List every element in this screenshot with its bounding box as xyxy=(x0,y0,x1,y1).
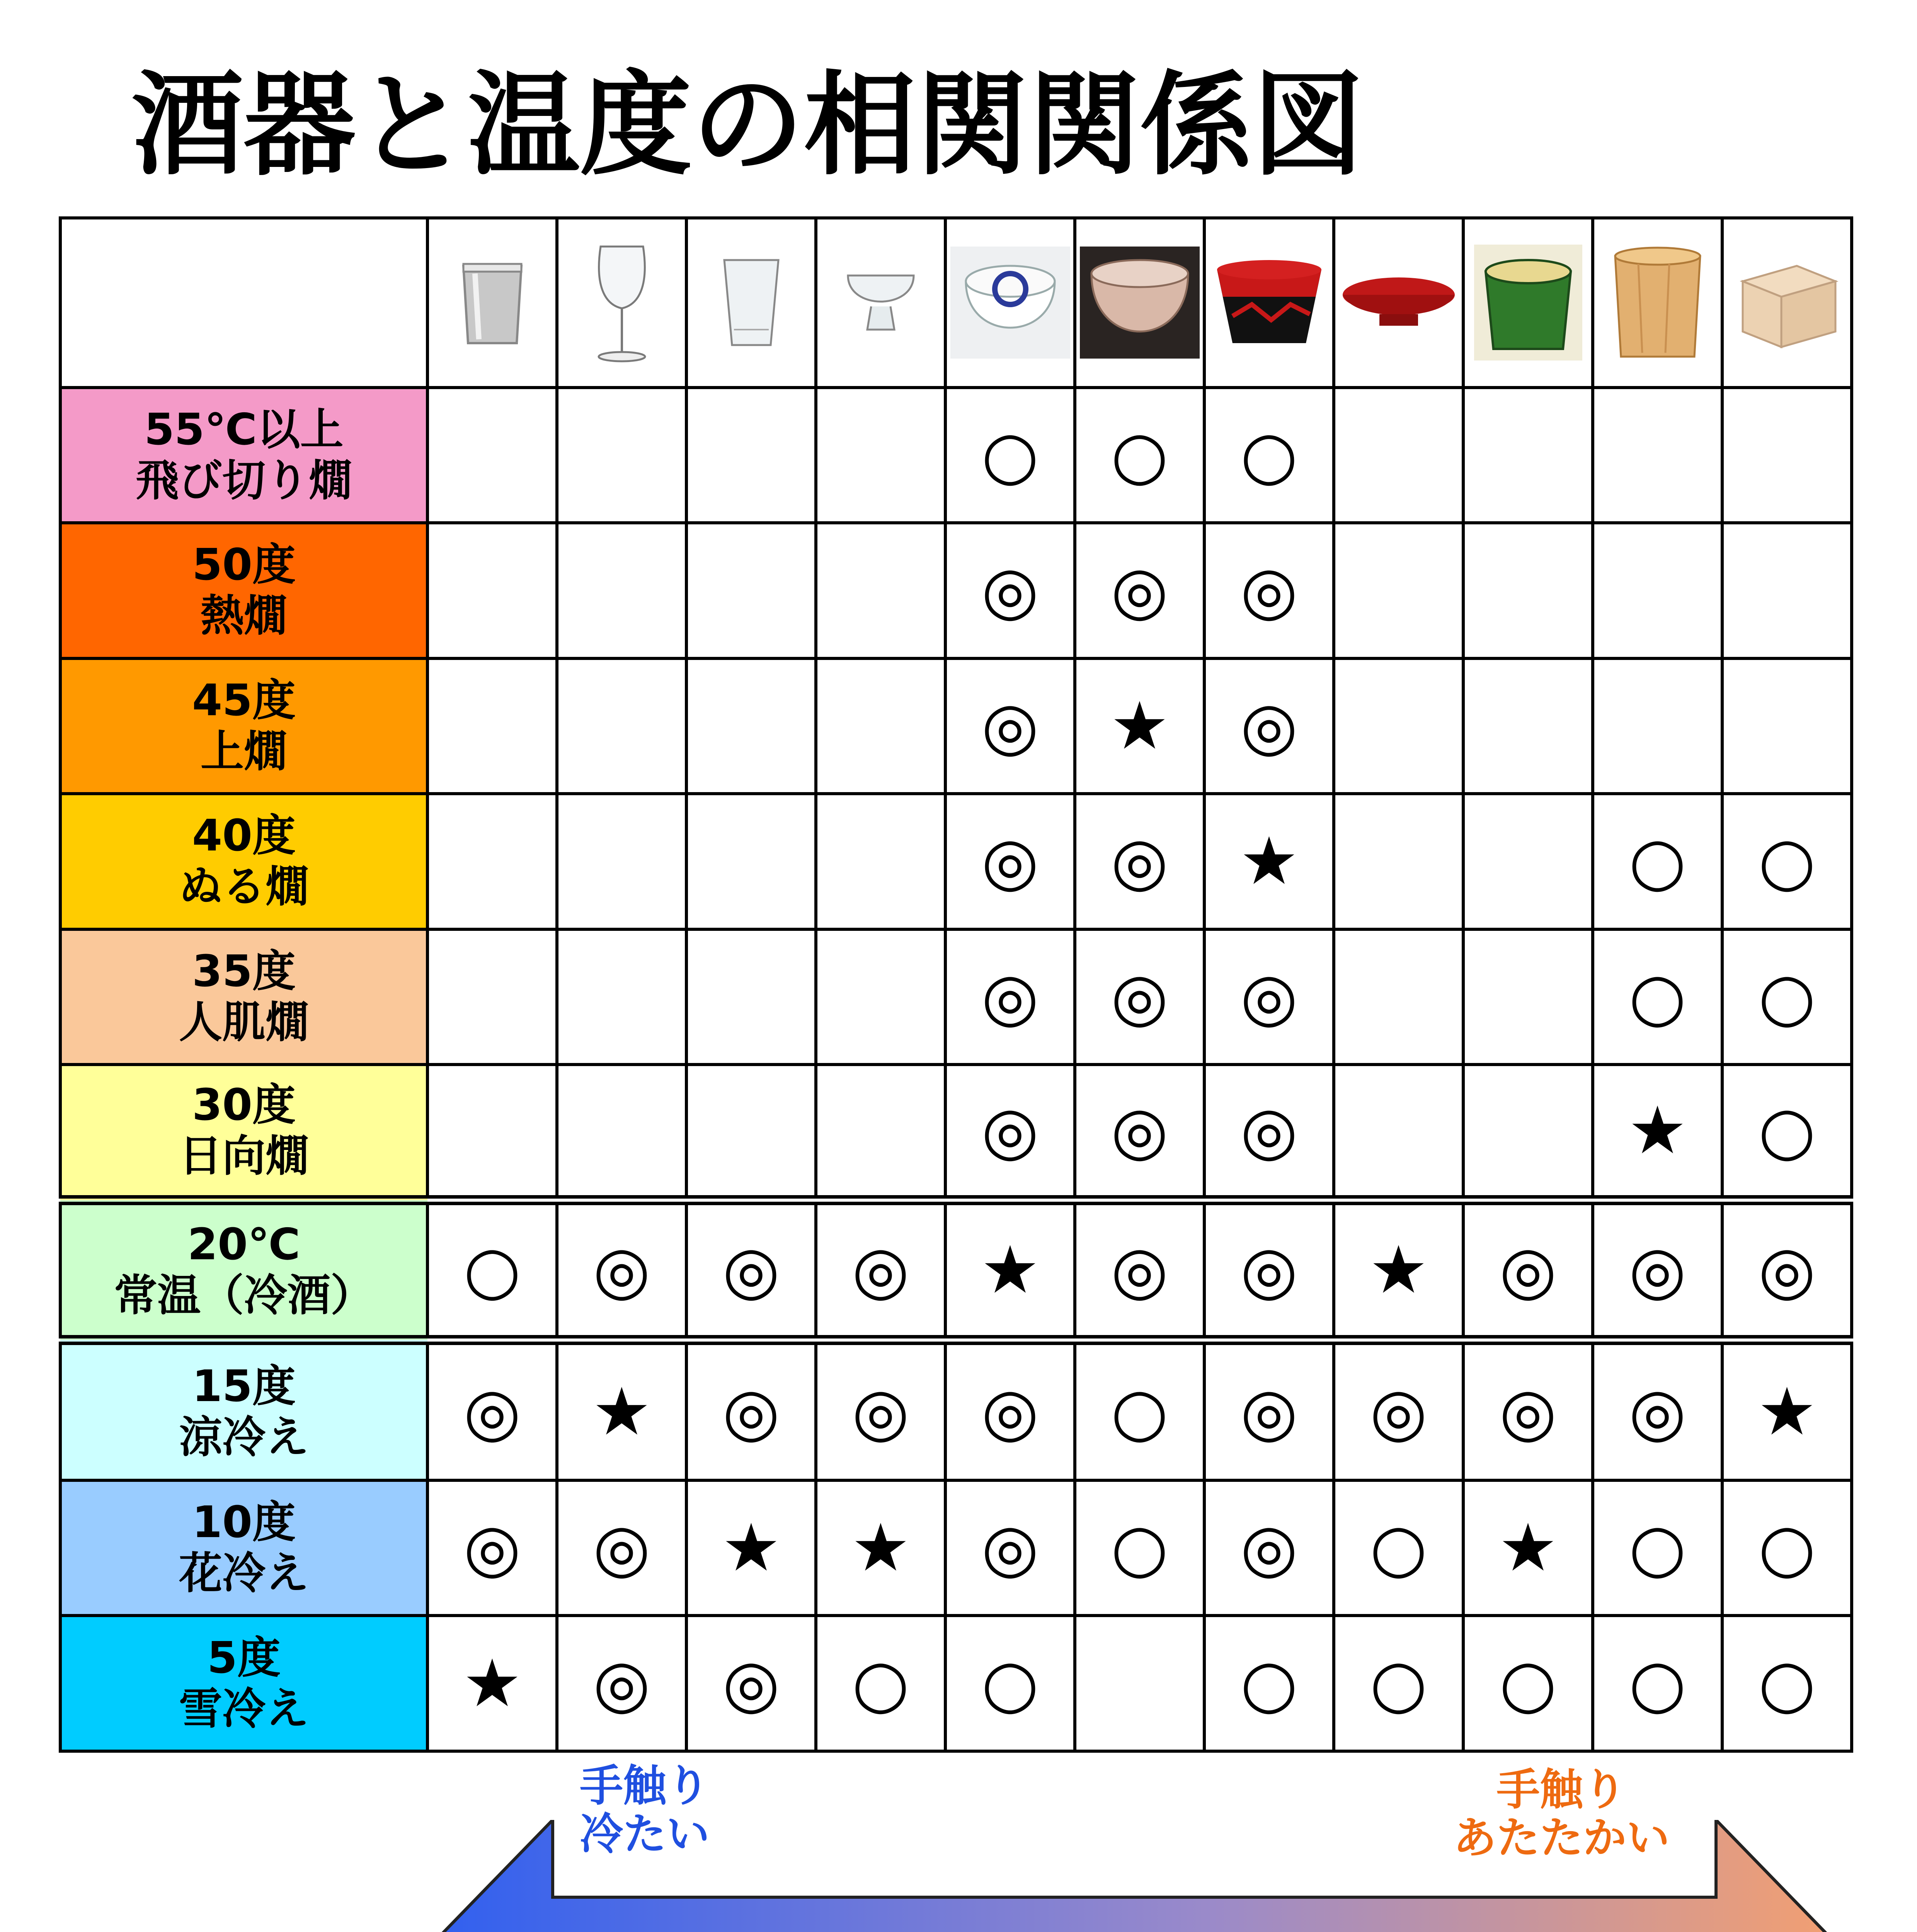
suitability-mark xyxy=(1463,523,1593,658)
suitability-mark xyxy=(1334,794,1463,929)
bamboo-cup-icon xyxy=(1463,218,1593,388)
temperature-row xyxy=(60,929,1852,1065)
right-top-note xyxy=(1453,1766,1670,1863)
temperature-name: 熱燗 xyxy=(201,591,287,641)
suitability-mark: ◎ xyxy=(557,1480,686,1616)
temperature-name: 常温（冷酒） xyxy=(114,1270,374,1321)
temperature-row xyxy=(60,388,1852,523)
suitability-mark: ◎ xyxy=(945,1340,1075,1480)
masu-box-icon xyxy=(1722,218,1852,388)
suitability-mark: ○ xyxy=(1463,1616,1593,1751)
suitability-mark xyxy=(686,794,816,929)
suitability-mark: ★ xyxy=(1463,1480,1593,1616)
suitability-mark: ◎ xyxy=(945,523,1075,658)
suitability-mark: ○ xyxy=(945,388,1075,523)
suitability-mark: ★ xyxy=(1334,1200,1463,1340)
corner-cell xyxy=(60,218,427,388)
suitability-mark: ◎ xyxy=(1334,1340,1463,1480)
suitability-mark xyxy=(816,658,945,794)
temperature-label xyxy=(60,1480,427,1616)
suitability-mark: ○ xyxy=(1075,1480,1204,1616)
metal-cup-icon xyxy=(427,218,557,388)
suitability-mark: ○ xyxy=(427,1200,557,1340)
suitability-mark: ◎ xyxy=(945,1065,1075,1200)
temperature-row xyxy=(60,1340,1852,1480)
temperature-row xyxy=(60,1065,1852,1200)
suitability-mark xyxy=(427,794,557,929)
temperature-value: 50度 xyxy=(192,540,296,590)
suitability-mark: ○ xyxy=(1334,1480,1463,1616)
suitability-mark: ★ xyxy=(945,1200,1075,1340)
lacquer-bowl-icon xyxy=(1204,218,1334,388)
page-title: 酒器と温度の相関関係図 xyxy=(131,60,1364,190)
suitability-mark xyxy=(816,794,945,929)
left-top-note-line1: 手触り xyxy=(580,1761,710,1811)
temperature-row xyxy=(60,658,1852,794)
suitability-mark xyxy=(1593,388,1722,523)
temperature-row xyxy=(60,1480,1852,1616)
suitability-mark: ○ xyxy=(1593,1616,1722,1751)
temperature-value: 5度 xyxy=(207,1633,281,1683)
suitability-mark: ◎ xyxy=(1722,1200,1852,1340)
suitability-mark: ○ xyxy=(1593,929,1722,1065)
suitability-mark xyxy=(1593,523,1722,658)
suitability-mark xyxy=(1463,929,1593,1065)
suitability-mark xyxy=(686,1065,816,1200)
suitability-mark: ◎ xyxy=(1204,929,1334,1065)
suitability-mark: ○ xyxy=(1722,794,1852,929)
suitability-mark: ◎ xyxy=(1204,523,1334,658)
suitability-mark xyxy=(427,929,557,1065)
suitability-mark: ○ xyxy=(1204,388,1334,523)
suitability-mark: ◎ xyxy=(1204,658,1334,794)
suitability-mark xyxy=(557,658,686,794)
wine-glass-icon xyxy=(557,218,686,388)
footed-glass-icon xyxy=(816,218,945,388)
temperature-value: 40度 xyxy=(192,811,296,861)
suitability-mark xyxy=(1463,1065,1593,1200)
temperature-name: 人肌燗 xyxy=(179,997,309,1048)
suitability-mark: ◎ xyxy=(1204,1480,1334,1616)
suitability-mark: ◎ xyxy=(945,658,1075,794)
temperature-value: 20℃ xyxy=(187,1219,300,1270)
temperature-name: 日向燗 xyxy=(179,1131,309,1181)
temperature-label xyxy=(60,1200,427,1340)
wooden-cup-icon xyxy=(1593,218,1722,388)
temperature-label xyxy=(60,523,427,658)
temperature-row xyxy=(60,1616,1852,1751)
suitability-mark xyxy=(557,388,686,523)
suitability-mark: ◎ xyxy=(1204,1340,1334,1480)
suitability-mark: ◎ xyxy=(1075,1200,1204,1340)
temperature-value: 10度 xyxy=(192,1497,296,1548)
flat-sakazuki-icon xyxy=(1334,218,1463,388)
suitability-mark: ◎ xyxy=(686,1200,816,1340)
temperature-value: 30度 xyxy=(192,1080,296,1130)
right-top-note-line1: 手触り xyxy=(1496,1765,1626,1815)
suitability-mark xyxy=(1334,523,1463,658)
suitability-mark xyxy=(816,388,945,523)
suitability-mark: ★ xyxy=(1722,1340,1852,1480)
suitability-mark xyxy=(1722,388,1852,523)
suitability-mark: ◎ xyxy=(1075,523,1204,658)
temperature-label xyxy=(60,1616,427,1751)
suitability-mark: ◎ xyxy=(816,1200,945,1340)
temperature-label xyxy=(60,388,427,523)
temperature-name: ぬる燗 xyxy=(179,862,309,912)
suitability-mark: ★ xyxy=(1075,658,1204,794)
suitability-mark: ◎ xyxy=(1463,1200,1593,1340)
suitability-mark xyxy=(427,523,557,658)
suitability-mark xyxy=(816,523,945,658)
temperature-label xyxy=(60,1340,427,1480)
suitability-mark: ○ xyxy=(1722,1065,1852,1200)
suitability-mark: ★ xyxy=(1204,794,1334,929)
suitability-mark xyxy=(1463,794,1593,929)
suitability-mark: ◎ xyxy=(1593,1340,1722,1480)
suitability-mark: ◎ xyxy=(1593,1200,1722,1340)
porcelain-cup-icon xyxy=(945,218,1075,388)
suitability-mark: ○ xyxy=(1075,1340,1204,1480)
suitability-mark xyxy=(1075,1616,1204,1751)
suitability-mark: ○ xyxy=(1593,794,1722,929)
temperature-row xyxy=(60,1200,1852,1340)
suitability-mark xyxy=(1593,658,1722,794)
suitability-mark: ○ xyxy=(1204,1616,1334,1751)
suitability-mark: ★ xyxy=(557,1340,686,1480)
suitability-mark xyxy=(816,1065,945,1200)
suitability-mark: ○ xyxy=(1722,1480,1852,1616)
suitability-mark: ○ xyxy=(1722,1616,1852,1751)
temperature-value: 35度 xyxy=(192,946,296,997)
suitability-mark xyxy=(686,658,816,794)
suitability-mark xyxy=(557,929,686,1065)
suitability-mark xyxy=(1463,388,1593,523)
suitability-mark xyxy=(1334,388,1463,523)
temperature-label xyxy=(60,658,427,794)
temperature-value: 15度 xyxy=(192,1361,296,1412)
suitability-mark: ★ xyxy=(1593,1065,1722,1200)
suitability-mark xyxy=(686,523,816,658)
temperature-row xyxy=(60,523,1852,658)
left-top-note xyxy=(580,1762,710,1859)
suitability-mark: ★ xyxy=(686,1480,816,1616)
suitability-mark xyxy=(427,388,557,523)
suitability-mark: ◎ xyxy=(816,1340,945,1480)
temperature-value: 55℃以上 xyxy=(144,404,344,455)
temperature-name: 雪冷え xyxy=(179,1684,309,1734)
suitability-mark: ◎ xyxy=(427,1480,557,1616)
suitability-mark: ◎ xyxy=(557,1616,686,1751)
suitability-mark xyxy=(1334,658,1463,794)
suitability-mark: ◎ xyxy=(945,794,1075,929)
suitability-mark xyxy=(557,794,686,929)
suitability-mark: ○ xyxy=(1722,929,1852,1065)
suitability-mark: ○ xyxy=(1075,388,1204,523)
suitability-mark xyxy=(686,929,816,1065)
suitability-mark: ◎ xyxy=(1463,1340,1593,1480)
suitability-mark xyxy=(1722,658,1852,794)
suitability-mark: ◎ xyxy=(945,929,1075,1065)
suitability-mark: ◎ xyxy=(427,1340,557,1480)
suitability-mark xyxy=(1334,1065,1463,1200)
suitability-mark: ◎ xyxy=(686,1616,816,1751)
suitability-mark xyxy=(816,929,945,1065)
suitability-mark: ◎ xyxy=(557,1200,686,1340)
suitability-mark: ◎ xyxy=(1075,1065,1204,1200)
ceramic-bowl-icon xyxy=(1075,218,1204,388)
suitability-mark xyxy=(686,388,816,523)
suitability-mark: ◎ xyxy=(1204,1200,1334,1340)
suitability-mark xyxy=(557,523,686,658)
temperature-name: 上燗 xyxy=(201,726,287,777)
suitability-mark: ★ xyxy=(816,1480,945,1616)
suitability-mark: ◎ xyxy=(945,1480,1075,1616)
right-top-note-line2: あたたかい xyxy=(1453,1813,1670,1864)
suitability-mark: ◎ xyxy=(1204,1065,1334,1200)
suitability-mark: ◎ xyxy=(1075,794,1204,929)
temperature-label xyxy=(60,929,427,1065)
suitability-mark: ○ xyxy=(1334,1616,1463,1751)
temperature-label xyxy=(60,794,427,929)
correlation-table xyxy=(59,216,1853,1753)
temperature-name: 涼冷え xyxy=(179,1412,309,1463)
suitability-mark xyxy=(1722,523,1852,658)
left-top-note-line2: 冷たい xyxy=(580,1809,710,1860)
suitability-mark: ◎ xyxy=(1075,929,1204,1065)
vessel-header-row xyxy=(60,218,1852,388)
suitability-mark: ★ xyxy=(427,1616,557,1751)
suitability-mark: ○ xyxy=(1593,1480,1722,1616)
temperature-name: 花冷え xyxy=(179,1548,309,1599)
suitability-mark xyxy=(427,658,557,794)
temperature-name: 飛び切り燗 xyxy=(136,455,352,506)
suitability-mark xyxy=(557,1065,686,1200)
temperature-row xyxy=(60,794,1852,929)
suitability-mark: ○ xyxy=(945,1616,1075,1751)
suitability-mark: ◎ xyxy=(686,1340,816,1480)
suitability-mark xyxy=(427,1065,557,1200)
suitability-mark: ○ xyxy=(816,1616,945,1751)
glass-tumbler-icon xyxy=(686,218,816,388)
temperature-value: 45度 xyxy=(192,675,296,726)
temperature-label xyxy=(60,1065,427,1200)
suitability-mark xyxy=(1463,658,1593,794)
suitability-mark xyxy=(1334,929,1463,1065)
